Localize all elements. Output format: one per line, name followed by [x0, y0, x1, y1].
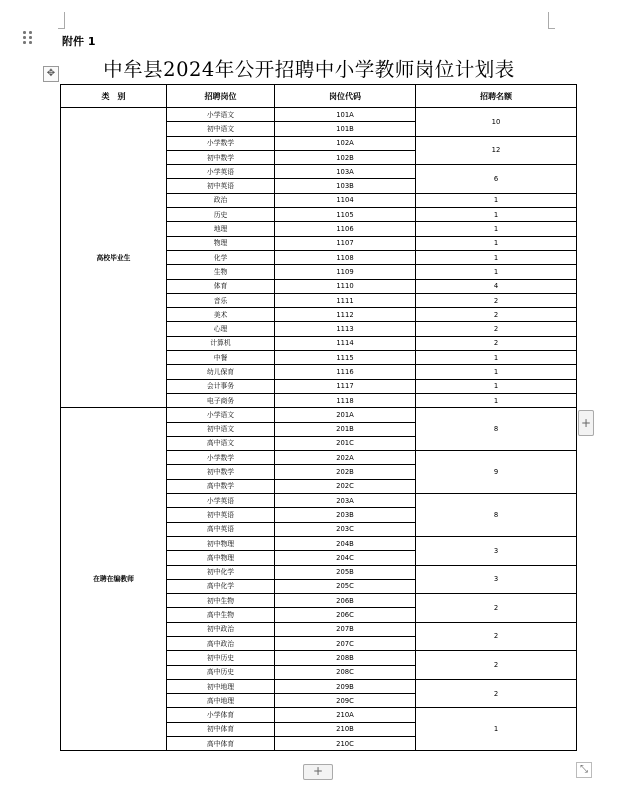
- count-cell: 2: [416, 322, 577, 336]
- recruitment-plan-table: [60, 84, 577, 751]
- code-cell: 1106: [275, 222, 416, 236]
- position-cell: 小学数学: [167, 136, 275, 150]
- header-count: 招聘名额: [416, 85, 577, 108]
- code-cell: 1112: [275, 308, 416, 322]
- position-cell: 初中语文: [167, 122, 275, 136]
- position-cell: 美术: [167, 308, 275, 322]
- position-cell: 历史: [167, 208, 275, 222]
- position-cell: 物理: [167, 236, 275, 250]
- position-cell: 高中政治: [167, 636, 275, 650]
- count-cell: 8: [416, 494, 577, 537]
- code-cell: 201A: [275, 408, 416, 422]
- count-cell: 2: [416, 336, 577, 350]
- code-cell: 202C: [275, 479, 416, 493]
- category-cell: 在聘在编教师: [61, 408, 167, 751]
- code-cell: 208B: [275, 651, 416, 665]
- code-cell: 1109: [275, 265, 416, 279]
- code-cell: 210A: [275, 708, 416, 722]
- position-cell: 初中生物: [167, 594, 275, 608]
- code-cell: 210C: [275, 737, 416, 751]
- code-cell: 1105: [275, 208, 416, 222]
- code-cell: 1118: [275, 393, 416, 407]
- count-cell: 2: [416, 594, 577, 623]
- count-cell: 1: [416, 351, 577, 365]
- position-cell: 高中地理: [167, 694, 275, 708]
- position-cell: 高中历史: [167, 665, 275, 679]
- count-cell: 8: [416, 408, 577, 451]
- code-cell: 206B: [275, 594, 416, 608]
- count-cell: 1: [416, 193, 577, 207]
- position-cell: 地理: [167, 222, 275, 236]
- code-cell: 202A: [275, 451, 416, 465]
- code-cell: 1104: [275, 193, 416, 207]
- position-cell: 小学英语: [167, 165, 275, 179]
- code-cell: 204C: [275, 551, 416, 565]
- code-cell: 202B: [275, 465, 416, 479]
- table-resize-handle-icon[interactable]: ⤡: [576, 762, 592, 778]
- count-cell: 4: [416, 279, 577, 293]
- position-cell: 初中英语: [167, 508, 275, 522]
- count-cell: 9: [416, 451, 577, 494]
- code-cell: 102A: [275, 136, 416, 150]
- position-cell: 初中地理: [167, 679, 275, 693]
- position-cell: 初中体育: [167, 722, 275, 736]
- code-cell: 207C: [275, 636, 416, 650]
- count-cell: 2: [416, 308, 577, 322]
- code-cell: 203C: [275, 522, 416, 536]
- count-cell: 2: [416, 679, 577, 708]
- count-cell: 2: [416, 293, 577, 307]
- position-cell: 高中体育: [167, 737, 275, 751]
- position-cell: 初中历史: [167, 651, 275, 665]
- position-cell: 生物: [167, 265, 275, 279]
- code-cell: 208C: [275, 665, 416, 679]
- position-cell: 小学体育: [167, 708, 275, 722]
- attachment-label: 附件 1: [62, 35, 96, 48]
- count-cell: 1: [416, 222, 577, 236]
- code-cell: 207B: [275, 622, 416, 636]
- position-cell: 电子商务: [167, 393, 275, 407]
- position-cell: 会计事务: [167, 379, 275, 393]
- position-cell: 中餐: [167, 351, 275, 365]
- count-cell: 2: [416, 622, 577, 651]
- count-cell: 1: [416, 236, 577, 250]
- page-corner-mark-top-right: [548, 12, 555, 29]
- code-cell: 209C: [275, 694, 416, 708]
- code-cell: 1107: [275, 236, 416, 250]
- position-cell: 初中英语: [167, 179, 275, 193]
- code-cell: 1110: [275, 279, 416, 293]
- code-cell: 205B: [275, 565, 416, 579]
- count-cell: 3: [416, 536, 577, 565]
- code-cell: 206C: [275, 608, 416, 622]
- code-cell: 209B: [275, 679, 416, 693]
- position-cell: 高中生物: [167, 608, 275, 622]
- position-cell: 高中语文: [167, 436, 275, 450]
- code-cell: 204B: [275, 536, 416, 550]
- count-cell: 6: [416, 165, 577, 194]
- position-cell: 计算机: [167, 336, 275, 350]
- position-cell: 化学: [167, 250, 275, 264]
- position-cell: 高中化学: [167, 579, 275, 593]
- code-cell: 101B: [275, 122, 416, 136]
- position-cell: 高中英语: [167, 522, 275, 536]
- table-row: [61, 408, 577, 422]
- header-position: 招聘岗位: [167, 85, 275, 108]
- page-corner-mark-top-left: [58, 12, 65, 29]
- position-cell: 幼儿保育: [167, 365, 275, 379]
- code-cell: 210B: [275, 722, 416, 736]
- position-cell: 初中数学: [167, 465, 275, 479]
- code-cell: 1108: [275, 250, 416, 264]
- code-cell: 1113: [275, 322, 416, 336]
- category-cell: 高校毕业生: [61, 108, 167, 408]
- count-cell: 1: [416, 208, 577, 222]
- drag-grip-icon[interactable]: [23, 31, 35, 45]
- position-cell: 音乐: [167, 293, 275, 307]
- position-cell: 小学语文: [167, 408, 275, 422]
- position-cell: 政治: [167, 193, 275, 207]
- count-cell: 1: [416, 708, 577, 751]
- position-cell: 小学英语: [167, 494, 275, 508]
- code-cell: 101A: [275, 108, 416, 122]
- position-cell: 高中数学: [167, 479, 275, 493]
- code-cell: 1111: [275, 293, 416, 307]
- code-cell: 103B: [275, 179, 416, 193]
- code-cell: 201C: [275, 436, 416, 450]
- position-cell: 初中语文: [167, 422, 275, 436]
- count-cell: 1: [416, 265, 577, 279]
- count-cell: 1: [416, 393, 577, 407]
- count-cell: 10: [416, 108, 577, 137]
- count-cell: 12: [416, 136, 577, 165]
- code-cell: 1116: [275, 365, 416, 379]
- add-row-button[interactable]: +: [303, 764, 333, 780]
- code-cell: 1114: [275, 336, 416, 350]
- code-cell: 201B: [275, 422, 416, 436]
- position-cell: 高中物理: [167, 551, 275, 565]
- count-cell: 1: [416, 250, 577, 264]
- code-cell: 203B: [275, 508, 416, 522]
- position-cell: 初中政治: [167, 622, 275, 636]
- position-cell: 心理: [167, 322, 275, 336]
- table-move-handle-icon[interactable]: ✥: [43, 66, 59, 82]
- code-cell: 1117: [275, 379, 416, 393]
- code-cell: 103A: [275, 165, 416, 179]
- header-category: 类 别: [61, 85, 167, 108]
- count-cell: 3: [416, 565, 577, 594]
- count-cell: 1: [416, 379, 577, 393]
- count-cell: 2: [416, 651, 577, 680]
- position-cell: 初中数学: [167, 150, 275, 164]
- count-cell: 1: [416, 365, 577, 379]
- header-code: 岗位代码: [275, 85, 416, 108]
- table-row: [61, 108, 577, 122]
- code-cell: 102B: [275, 150, 416, 164]
- position-cell: 小学数学: [167, 451, 275, 465]
- position-cell: 初中化学: [167, 565, 275, 579]
- position-cell: 初中物理: [167, 536, 275, 550]
- position-cell: 小学语文: [167, 108, 275, 122]
- code-cell: 205C: [275, 579, 416, 593]
- code-cell: 1115: [275, 351, 416, 365]
- position-cell: 体育: [167, 279, 275, 293]
- add-column-button[interactable]: +: [578, 410, 594, 436]
- document-title: 中牟县2024年公开招聘中小学教师岗位计划表: [103, 58, 515, 81]
- code-cell: 203A: [275, 494, 416, 508]
